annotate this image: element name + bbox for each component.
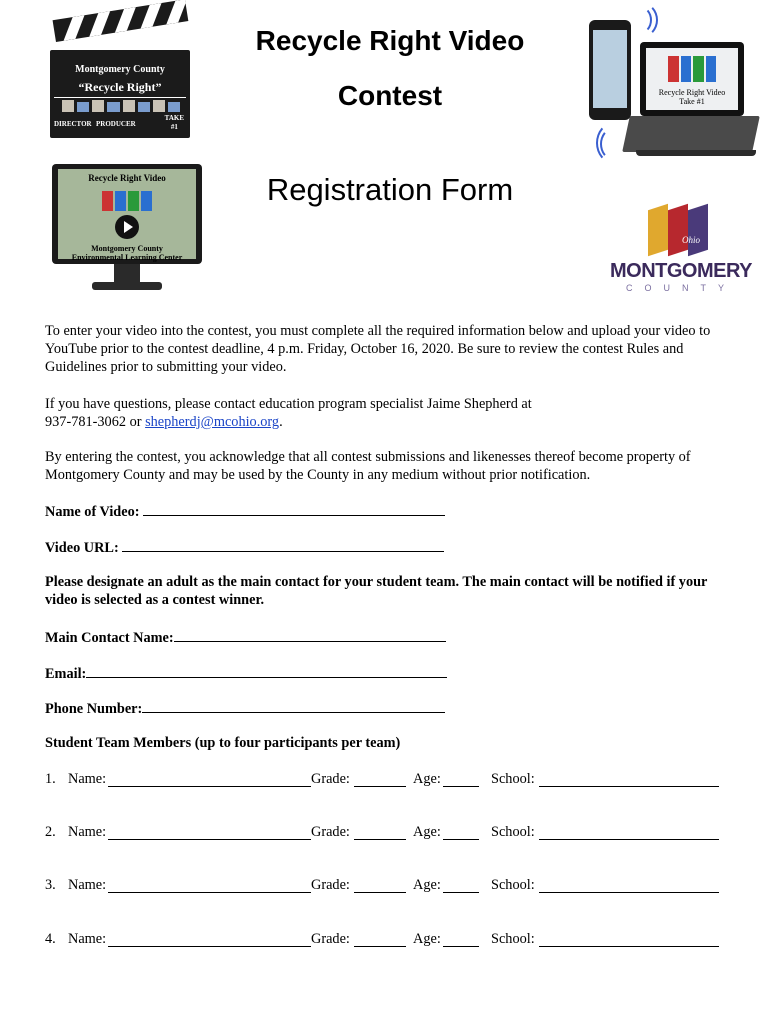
member-number: 1. <box>45 771 56 787</box>
clapperboard-graphic <box>50 14 192 138</box>
clapper-producer: PRODUCER <box>96 120 136 128</box>
member-name-label: Name: <box>68 771 107 787</box>
main-contact-label: Main Contact Name: <box>45 630 174 646</box>
monitor-caption-line-2: Environmental Learning Center <box>71 253 183 262</box>
member-school-label: School: <box>491 824 535 840</box>
member-name-input-line[interactable] <box>108 946 311 947</box>
member-grade-input-line[interactable] <box>354 786 406 787</box>
signal-wave-icon <box>596 122 632 164</box>
laptop-caption-line-1: Recycle Right Video <box>658 88 726 97</box>
phone-label: Phone Number: <box>45 701 143 717</box>
member-school-label: School: <box>491 877 535 893</box>
member-grade-label: Grade: <box>311 931 350 947</box>
member-row <box>45 770 745 790</box>
questions-line-2: 937-781-3062 or shepherdj@mcohio.org. <box>45 414 283 430</box>
montgomery-county-logo <box>594 205 768 297</box>
member-number: 3. <box>45 877 56 893</box>
member-name-input-line[interactable] <box>108 892 311 893</box>
title-line-1: Recycle Right Video <box>255 25 525 56</box>
phone-number-text: 937-781-3062 or <box>45 414 146 430</box>
questions-line-1: If you have questions, please contact education program specialist Jaime Shepherd at <box>45 396 532 412</box>
member-school-input-line[interactable] <box>539 946 719 947</box>
member-school-input-line[interactable] <box>539 892 719 893</box>
logo-subtext: COUNTY <box>626 283 736 293</box>
member-age-input-line[interactable] <box>443 786 479 787</box>
member-age-label: Age: <box>413 877 441 893</box>
laptop-caption-line-2: Take #1 <box>679 97 705 106</box>
logo-script: Ohio <box>682 235 700 245</box>
video-name-input-line[interactable] <box>143 501 445 516</box>
clapper-title: “Recycle Right” <box>54 80 186 98</box>
member-name-input-line[interactable] <box>108 839 311 840</box>
member-grade-input-line[interactable] <box>354 892 406 893</box>
clapper-take-label: TAKE <box>164 114 184 122</box>
clapper-director: DIRECTOR <box>54 120 92 128</box>
subtitle: Registration Form <box>266 172 514 207</box>
member-school-label: School: <box>491 931 535 947</box>
video-name-label: Name of Video: <box>45 504 140 520</box>
member-grade-input-line[interactable] <box>354 946 406 947</box>
logo-wordmark: MONTGOMERY <box>609 260 753 282</box>
member-age-input-line[interactable] <box>443 946 479 947</box>
video-url-label: Video URL: <box>45 540 119 556</box>
email-field <box>45 663 447 683</box>
email-label: Email: <box>45 666 87 682</box>
main-contact-input-line[interactable] <box>174 627 446 642</box>
member-grade-label: Grade: <box>311 824 350 840</box>
monitor-title: Recycle Right Video <box>88 173 166 183</box>
member-age-label: Age: <box>413 824 441 840</box>
member-number: 4. <box>45 931 56 947</box>
clapper-stick <box>53 0 189 42</box>
monitor-graphic <box>52 164 202 296</box>
member-name-input-line[interactable] <box>108 786 311 787</box>
clapper-county: Montgomery County <box>75 64 165 75</box>
laptop-caption <box>646 88 738 106</box>
member-row <box>45 823 745 843</box>
member-school-input-line[interactable] <box>539 839 719 840</box>
member-number: 2. <box>45 824 56 840</box>
recyclables-illustration <box>62 100 180 112</box>
recycle-bins-illustration <box>102 191 152 211</box>
member-age-input-line[interactable] <box>443 839 479 840</box>
member-grade-input-line[interactable] <box>354 839 406 840</box>
member-age-input-line[interactable] <box>443 892 479 893</box>
email-input-line[interactable] <box>86 663 447 678</box>
member-school-input-line[interactable] <box>539 786 719 787</box>
member-age-label: Age: <box>413 771 441 787</box>
phone-field <box>45 698 445 718</box>
main-contact-field <box>45 627 446 647</box>
member-row <box>45 876 745 896</box>
phone-icon <box>589 20 631 120</box>
member-name-label: Name: <box>68 824 107 840</box>
logo-flags-icon <box>644 205 714 259</box>
contact-email-link[interactable]: shepherdj@mcohio.org <box>145 414 280 430</box>
play-icon <box>115 215 139 239</box>
acknowledgement-paragraph: By entering the contest, you acknowledge that all contest submissions and likenesses thereof become property of Montgomery County and may be used by the County in any medium without prior notification. <box>45 449 691 483</box>
questions-paragraph <box>45 395 735 431</box>
clapper-take-number: #1 <box>170 123 178 131</box>
intro-paragraph: To enter your video into the contest, you must complete all the required information below and upload your video to YouTube prior to the contest deadline, 4 p.m. Friday, October 16, 2020. Be sure to review the contest Rules and Guidelines prior to submitting your video. <box>45 323 711 375</box>
clapper-take <box>165 114 184 132</box>
video-url-field <box>45 537 444 557</box>
member-grade-label: Grade: <box>311 771 350 787</box>
member-school-label: School: <box>491 771 535 787</box>
laptop-icon <box>640 42 744 116</box>
monitor-caption <box>58 244 196 262</box>
member-name-label: Name: <box>68 877 107 893</box>
video-name-field <box>45 501 445 521</box>
main-contact-note: Please designate an adult as the main contact for your student team. The main contact will be notified if your video is selected as a contest winner. <box>45 574 708 608</box>
clapper-board <box>50 50 190 138</box>
member-grade-label: Grade: <box>311 877 350 893</box>
member-age-label: Age: <box>413 931 441 947</box>
phone-input-line[interactable] <box>142 698 445 713</box>
video-url-input-line[interactable] <box>122 537 444 552</box>
members-heading: Student Team Members (up to four participants per team) <box>45 735 401 751</box>
devices-graphic <box>584 10 764 160</box>
laptop-keyboard <box>622 116 760 152</box>
title-line-2: Contest <box>337 80 443 111</box>
monitor-caption-line-1: Montgomery County <box>91 244 163 253</box>
member-row <box>45 930 745 950</box>
member-name-label: Name: <box>68 931 107 947</box>
